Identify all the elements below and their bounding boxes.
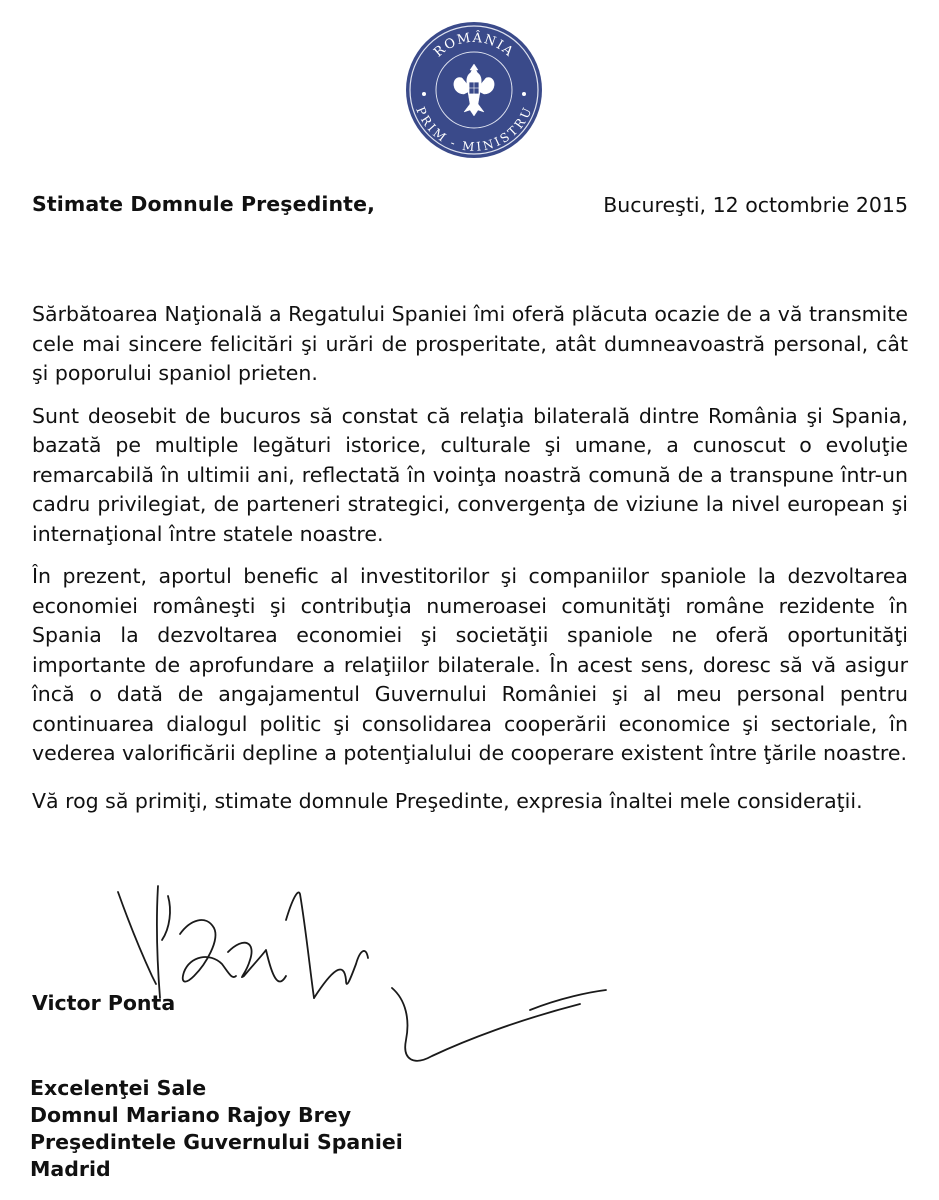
recipient-position: Preşedintele Guvernului Spaniei: [30, 1130, 403, 1154]
svg-text:ROMÂNIA: ROMÂNIA: [431, 30, 517, 61]
closing-line: Vă rog să primiţi, stimate domnule Preşedinte, expresia înaltei mele consideraţii.: [32, 788, 863, 813]
recipient-title: Excelenţei Sale: [30, 1076, 207, 1100]
place-date: Bucureşti, 12 octombrie 2015: [603, 193, 908, 217]
svg-text:PRIM - MINISTRU: PRIM - MINISTRU: [413, 104, 535, 155]
salutation: Stimate Domnule Preşedinte,: [32, 192, 375, 216]
paragraph-2: Sunt deosebit de bucuros să constat că relaţia bilaterală dintre România şi Spania, bazată pe multiple legături istorice, culturale şi umane, a cunoscut o evoluţie remarcabilă în ultimii ani, reflectată în voinţa noastră comună de a transpune într-un cadru privilegiat, de parteneri strategici, convergenţa de viziune la nivel european şi internaţional între statele noastre.: [32, 403, 908, 546]
government-seal-logo: [404, 20, 544, 160]
recipient-name: Domnul Mariano Rajoy Brey: [30, 1103, 352, 1127]
paragraph-3: În prezent, aportul benefic al investitorilor şi companiilor spaniole la dezvoltarea economiei româneşti şi contribuţia numeroasei comunităţi române rezidente în Spania la dezvoltarea economiei şi societăţii spaniole ne oferă oportunităţi importante de aprofundare a relaţiilor bilaterale. În acest sens, doresc să vă asigur încă o dată de angajamentul Guvernului României şi al meu personal pentru continuarea dialogul politic şi consolidarea cooperării economice şi sectoriale, în vederea valorificării depline a potenţialului de cooperare existent între ţările noastre.: [32, 564, 908, 765]
recipient-block: [30, 1075, 403, 1183]
signer-name: Victor Ponta: [32, 991, 176, 1015]
paragraph-1: Sărbătoarea Naţională a Regatului Spaniei îmi oferă plăcuta ocazie de a vă transmite cele mai sincere felicitări şi urări de prosperitate, atât dumneavoastră personal, cât şi poporului spaniol prieten.: [32, 302, 908, 385]
recipient-city: Madrid: [30, 1157, 111, 1181]
letter-body: [32, 300, 908, 829]
handwritten-signature: [110, 880, 610, 1080]
